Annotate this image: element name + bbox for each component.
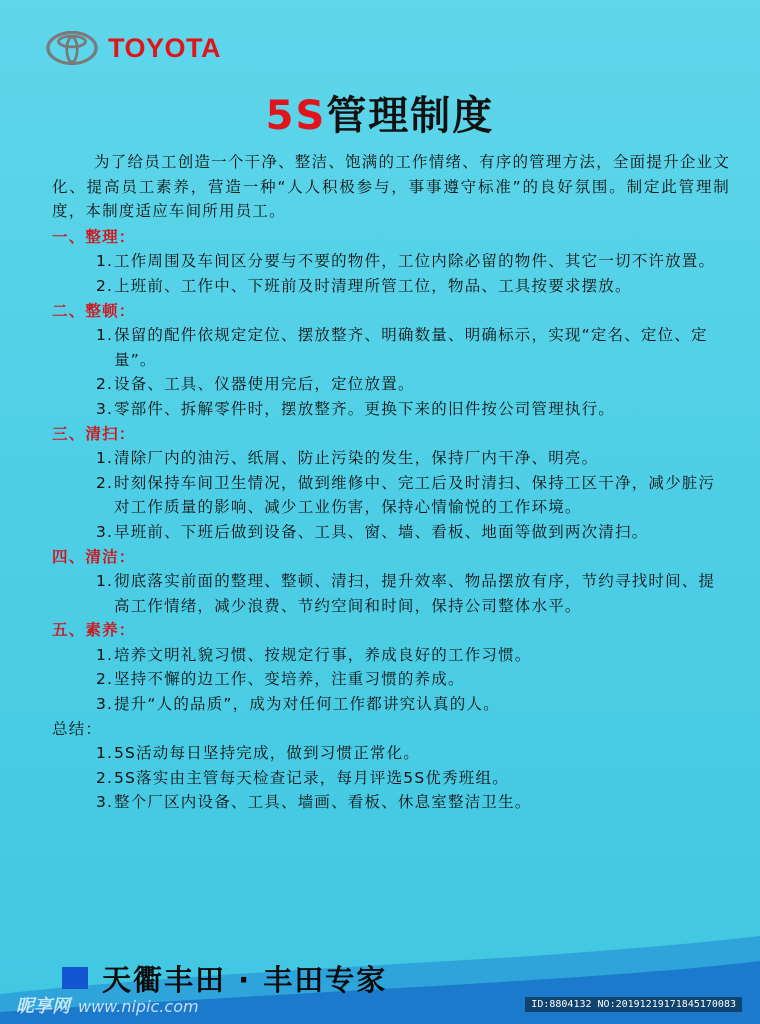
item-text: 彻底落实前面的整理、整顿、清扫，提升效率、物品摆放有序，节约寻找时间、提高工作情绪，减少浪费、节约空间和时间，保持公司整体水平。: [114, 572, 716, 615]
section-heading: 总结：: [52, 719, 103, 738]
list-item: [96, 569, 730, 618]
section-heading: 五、素养：: [52, 621, 136, 640]
item-number: 1.: [96, 645, 114, 664]
list-item: [96, 446, 730, 471]
item-number: 2.: [96, 670, 114, 689]
list-item: [96, 249, 730, 274]
toyota-logo: [46, 28, 221, 68]
item-number: 3.: [96, 793, 114, 812]
list-item: [96, 323, 730, 372]
item-text: 整个厂区内设备、工具、墙画、看板、休息室整洁卫生。: [114, 793, 532, 812]
item-number: 3.: [96, 399, 114, 418]
item-number: 2.: [96, 276, 114, 295]
item-text: 清除厂内的油污、纸屑、防止污染的发生，保持厂内干净、明亮。: [114, 449, 599, 468]
footer-accent-square: [62, 967, 88, 989]
watermark-logo: 昵享网: [16, 996, 70, 1017]
list-item: [96, 790, 730, 815]
item-text: 5S活动每日坚持完成，做到习惯正常化。: [114, 744, 421, 763]
item-number: 3.: [96, 522, 114, 541]
title-highlight: 5S: [265, 93, 327, 139]
list-item: [96, 766, 730, 791]
item-number: 1.: [96, 572, 114, 591]
list-item: [96, 274, 730, 299]
item-text: 上班前、工作中、下班前及时清理所管工位，物品、工具按要求摆放。: [114, 276, 632, 295]
item-number: 3.: [96, 695, 114, 714]
list-item: [96, 520, 730, 545]
watermark: [16, 992, 199, 1018]
list-item: [96, 643, 730, 668]
document-body: [52, 150, 730, 815]
list-item: [96, 471, 730, 520]
list-item: [96, 372, 730, 397]
item-number: 1.: [96, 326, 114, 345]
item-text: 设备、工具、仪器使用完后，定位放置。: [114, 375, 415, 394]
item-text: 早班前、下班后做到设备、工具、窗、墙、看板、地面等做到两次清扫。: [114, 522, 649, 541]
item-number: 2.: [96, 473, 114, 492]
item-text: 时刻保持车间卫生情况，做到维修中、完工后及时清扫、保持工区干净，减少脏污对工作质量的影响、减少工业伤害，保持心情愉悦的工作环境。: [114, 473, 716, 517]
brand-name: TOYOTA: [108, 32, 222, 63]
intro-paragraph: 为了给员工创造一个干净、整洁、饱满的工作情绪、有序的管理方法，全面提升企业文化、提高员工素养，营造一种“人人积极参与，事事遵守标准”的良好氛围。制定此管理制度，本制度适应车间所用员工。: [52, 153, 730, 221]
item-text: 培养文明礼貌习惯、按规定行事，养成良好的工作习惯。: [114, 645, 532, 664]
section-heading: 三、清扫：: [52, 424, 136, 443]
section-heading: 二、整顿：: [52, 301, 136, 320]
item-text: 提升“人的品质”，成为对任何工作都讲究认真的人。: [114, 695, 500, 714]
list-item: [96, 397, 730, 422]
item-text: 5S落实由主管每天检查记录，每月评选5S优秀班组。: [114, 768, 509, 787]
list-item: [96, 741, 730, 766]
list-item: [96, 692, 730, 717]
item-number: 1.: [96, 744, 114, 763]
item-text: 工作周围及车间区分要与不要的物件，工位内除必留的物件、其它一切不许放置。: [114, 252, 716, 271]
footer-slogan: 天衢丰田 · 丰田专家: [102, 963, 388, 997]
watermark-url: www.nipic.com: [78, 997, 199, 1016]
item-number: 2.: [96, 768, 114, 787]
list-item: [96, 667, 730, 692]
item-text: 坚持不懈的边工作、变培养，注重习惯的养成。: [114, 670, 465, 689]
toyota-emblem-icon: [46, 30, 98, 66]
item-text: 保留的配件依规定定位、摆放整齐、明确数量、明确标示，实现“定名、定位、定量”。: [114, 326, 708, 369]
section-heading: 四、清洁：: [52, 547, 136, 566]
title-text: 管理制度: [326, 93, 495, 139]
item-number: 1.: [96, 252, 114, 271]
page-title: [0, 84, 760, 141]
item-number: 2.: [96, 375, 114, 394]
section-heading: 一、整理：: [52, 227, 136, 246]
item-text: 零部件、拆解零件时，摆放整齐。更换下来的旧件按公司管理执行。: [114, 399, 616, 418]
image-id-label: ID:8804132 NO:20191219171845170083: [525, 997, 742, 1012]
item-number: 1.: [96, 449, 114, 468]
